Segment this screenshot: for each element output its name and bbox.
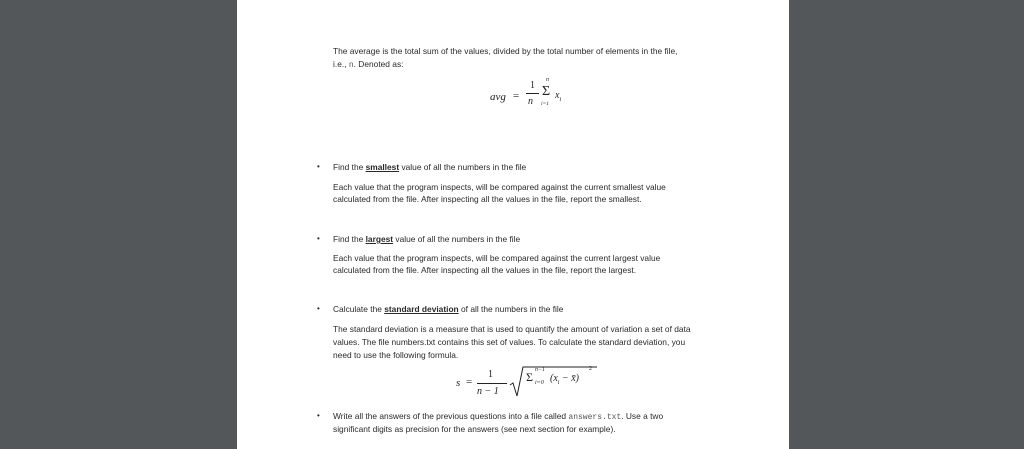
avg-fraction-bar [526, 93, 539, 94]
answers-filename: answers.txt [568, 413, 622, 422]
largest-body-line-1: Each value that the program inspects, will be compared against the current largest value [333, 253, 661, 263]
stddev-title-bold: standard deviation [384, 304, 459, 314]
stddev-title-suffix: of all the numbers in the file [458, 304, 564, 314]
avg-numerator: 1 [530, 80, 535, 91]
avg-sum-lower: i=1 [541, 101, 549, 107]
largest-title-prefix: Find the [333, 234, 366, 244]
smallest-title-suffix: value of all the numbers in the file [399, 162, 527, 172]
bullet: • [317, 304, 320, 313]
std-term-sub: i [557, 380, 560, 386]
avg-term-sub: i [559, 97, 562, 103]
std-equals: = [466, 376, 473, 388]
std-power: 2 [589, 366, 592, 372]
bullet: • [317, 162, 320, 171]
answers-line-2: significant digits as precision for the answers (see next section for example). [333, 424, 616, 434]
stddev-body-line-2: values. The file numbers.txt contains this set of values. To calculate the standard deviation, you [333, 337, 686, 347]
std-term [550, 373, 579, 386]
intro-line-1: The average is the total sum of the values, divided by the total number of elements in the file, [333, 46, 678, 56]
std-term-rest: − x̄) [559, 373, 579, 384]
intro-line-2 [333, 59, 403, 71]
largest-title-bold: largest [365, 234, 394, 244]
avg-denominator: n [528, 96, 533, 107]
stddev-body-line-1: The standard deviation is a measure that is used to quantify the amount of variation a set of data [333, 324, 691, 334]
largest-title-suffix: value of all the numbers in the file [393, 234, 521, 244]
avg-term-x: x [555, 90, 560, 101]
smallest-body-line-1: Each value that the program inspects, will be compared against the current smallest value [333, 182, 666, 192]
answers-line-1-suffix: . Use a two [621, 411, 664, 421]
std-sum-upper: n−1 [535, 367, 546, 373]
stddev-body-line-3: need to use the following formula. [333, 350, 459, 360]
std-sigma: Σ [526, 370, 533, 384]
smallest-title [333, 162, 526, 173]
avg-sum-upper: n [546, 77, 549, 83]
document-page [237, 0, 789, 449]
std-lhs: s [456, 377, 461, 389]
intro-line-2-suffix: . Denoted as: [353, 59, 404, 69]
avg-sigma: Σ [542, 84, 551, 99]
intro-line-2-prefix: i.e., [333, 59, 349, 69]
bullet: • [317, 234, 320, 243]
std-fraction-bar [477, 383, 507, 384]
std-sum-lower: i=0 [535, 380, 544, 386]
std-denominator: n − 1 [477, 386, 499, 397]
stddev-title-prefix: Calculate the [333, 304, 385, 314]
smallest-title-prefix: Find the [333, 162, 366, 172]
largest-title [333, 234, 520, 245]
largest-body-line-2: calculated from the file. After inspecting all the values in the file, report the largest. [333, 265, 637, 275]
bullet: • [317, 411, 320, 420]
stddev-title [333, 304, 563, 315]
std-term-open: (x [550, 373, 558, 384]
answers-line-1 [333, 411, 663, 423]
avg-equals: = [513, 90, 520, 102]
intro-var-n: n [348, 61, 354, 70]
avg-term [555, 90, 561, 103]
answers-line-1-prefix: Write all the answers of the previous questions into a file called [333, 411, 569, 421]
smallest-body-line-2: calculated from the file. After inspecting all the values in the file, report the smallest. [333, 194, 642, 204]
avg-lhs: avg [490, 91, 506, 103]
std-numerator: 1 [488, 369, 493, 380]
smallest-title-bold: smallest [365, 162, 400, 172]
